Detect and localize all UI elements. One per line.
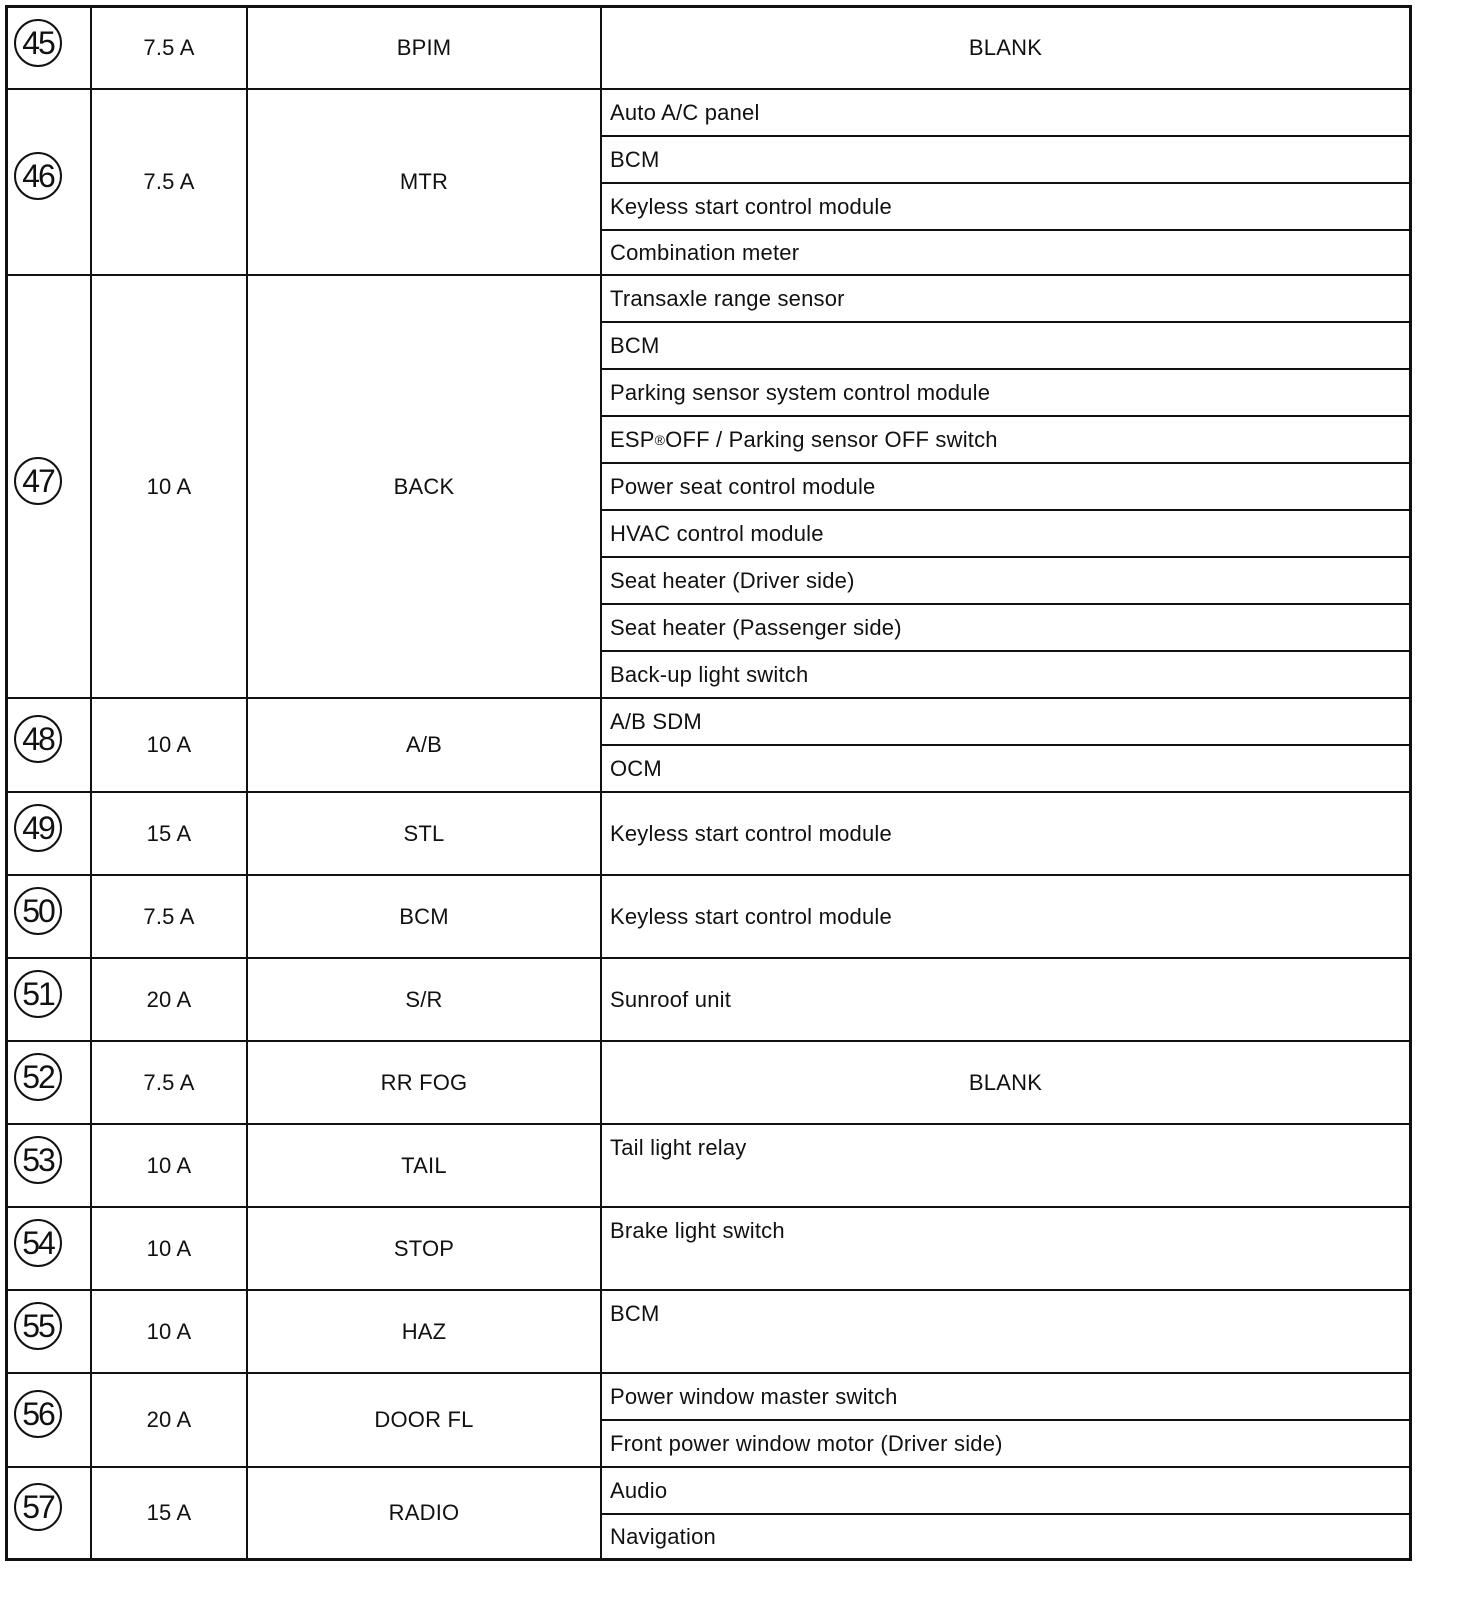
circuit-item: Auto A/C panel xyxy=(610,99,760,125)
fuse-rating: 7.5 A xyxy=(143,1069,195,1095)
fuse-name: HAZ xyxy=(401,1318,447,1344)
circuit-item: Tail light relay xyxy=(610,1134,747,1160)
fuse-rating: 10 A xyxy=(146,732,192,757)
fuse-name: BPIM xyxy=(396,35,452,60)
fuse-number-badge: 49 xyxy=(14,804,62,852)
fuse-number-badge: 57 xyxy=(14,1483,62,1531)
fuse-rating: 10 A xyxy=(146,1152,192,1178)
circuit-item: Keyless start control module xyxy=(610,820,892,846)
fuse-rating: 20 A xyxy=(146,1407,192,1432)
fuse-name: STOP xyxy=(393,1235,455,1261)
circuit-item: Audio xyxy=(610,1477,668,1503)
fuse-number-badge: 48 xyxy=(14,715,62,763)
fuse-rating: 7.5 A xyxy=(143,169,195,194)
fuse-number-badge: 53 xyxy=(14,1136,62,1184)
circuit-item: ESP ® OFF / Parking sensor OFF switch xyxy=(610,426,998,452)
table-border-right xyxy=(1409,5,1412,1560)
blank-label: BLANK xyxy=(968,35,1043,60)
blank-label: BLANK xyxy=(968,1069,1043,1095)
circuit-item: Transaxle range sensor xyxy=(610,285,845,311)
fuse-name: RADIO xyxy=(388,1500,460,1525)
fuse-number-badge: 45 xyxy=(14,19,62,67)
fuse-rating: 10 A xyxy=(146,1235,192,1261)
circuit-item: Power window master switch xyxy=(610,1383,898,1409)
circuit-item: Power seat control module xyxy=(610,473,876,499)
circuit-item: Keyless start control module xyxy=(610,193,892,219)
circuit-item: Combination meter xyxy=(610,239,800,265)
fuse-number-badge: 55 xyxy=(14,1302,62,1350)
table-border-left xyxy=(5,5,8,1560)
fuse-name: TAIL xyxy=(401,1152,447,1178)
circuit-item: Seat heater (Passenger side) xyxy=(610,614,902,640)
fuse-name: A/B xyxy=(405,732,443,757)
circuit-item: BCM xyxy=(610,1300,660,1326)
fuse-number-badge: 50 xyxy=(14,887,62,935)
fuse-rating: 10 A xyxy=(146,1318,192,1344)
fuse-number-badge: 47 xyxy=(14,457,62,505)
fuse-name: S/R xyxy=(405,986,443,1012)
circuit-item: Sunroof unit xyxy=(610,986,732,1012)
circuit-item: Keyless start control module xyxy=(610,903,892,929)
fuse-number-badge: 56 xyxy=(14,1390,62,1438)
circuit-item: Brake light switch xyxy=(610,1217,785,1243)
fuse-rating: 15 A xyxy=(146,1500,192,1525)
fuse-rating: 10 A xyxy=(146,473,192,499)
fuse-rating: 7.5 A xyxy=(143,903,195,929)
circuit-item: HVAC control module xyxy=(610,520,824,546)
circuit-item: Back-up light switch xyxy=(610,661,809,687)
fuse-number-badge: 51 xyxy=(14,970,62,1018)
circuit-item: BCM xyxy=(610,332,660,358)
fuse-rating: 7.5 A xyxy=(143,35,195,60)
fuse-name: RR FOG xyxy=(380,1069,468,1095)
circuit-item: Navigation xyxy=(610,1523,716,1549)
fuse-number-badge: 54 xyxy=(14,1219,62,1267)
circuit-item: Parking sensor system control module xyxy=(610,379,991,405)
circuit-item: A/B SDM xyxy=(610,708,702,734)
circuit-item: Seat heater (Driver side) xyxy=(610,567,855,593)
circuit-item: Front power window motor (Driver side) xyxy=(610,1430,1003,1456)
fuse-number-badge: 52 xyxy=(14,1053,62,1101)
fuse-rating: 15 A xyxy=(146,820,192,846)
fuse-name: BCM xyxy=(399,903,449,929)
circuit-item: OCM xyxy=(610,755,662,781)
fuse-number-badge: 46 xyxy=(14,152,62,200)
fuse-name: MTR xyxy=(399,169,449,194)
circuit-item: BCM xyxy=(610,146,660,172)
fuse-name: DOOR FL xyxy=(374,1407,474,1432)
fuse-name: STL xyxy=(403,820,445,846)
fuse-rating: 20 A xyxy=(146,986,192,1012)
fuse-name: BACK xyxy=(393,473,455,499)
